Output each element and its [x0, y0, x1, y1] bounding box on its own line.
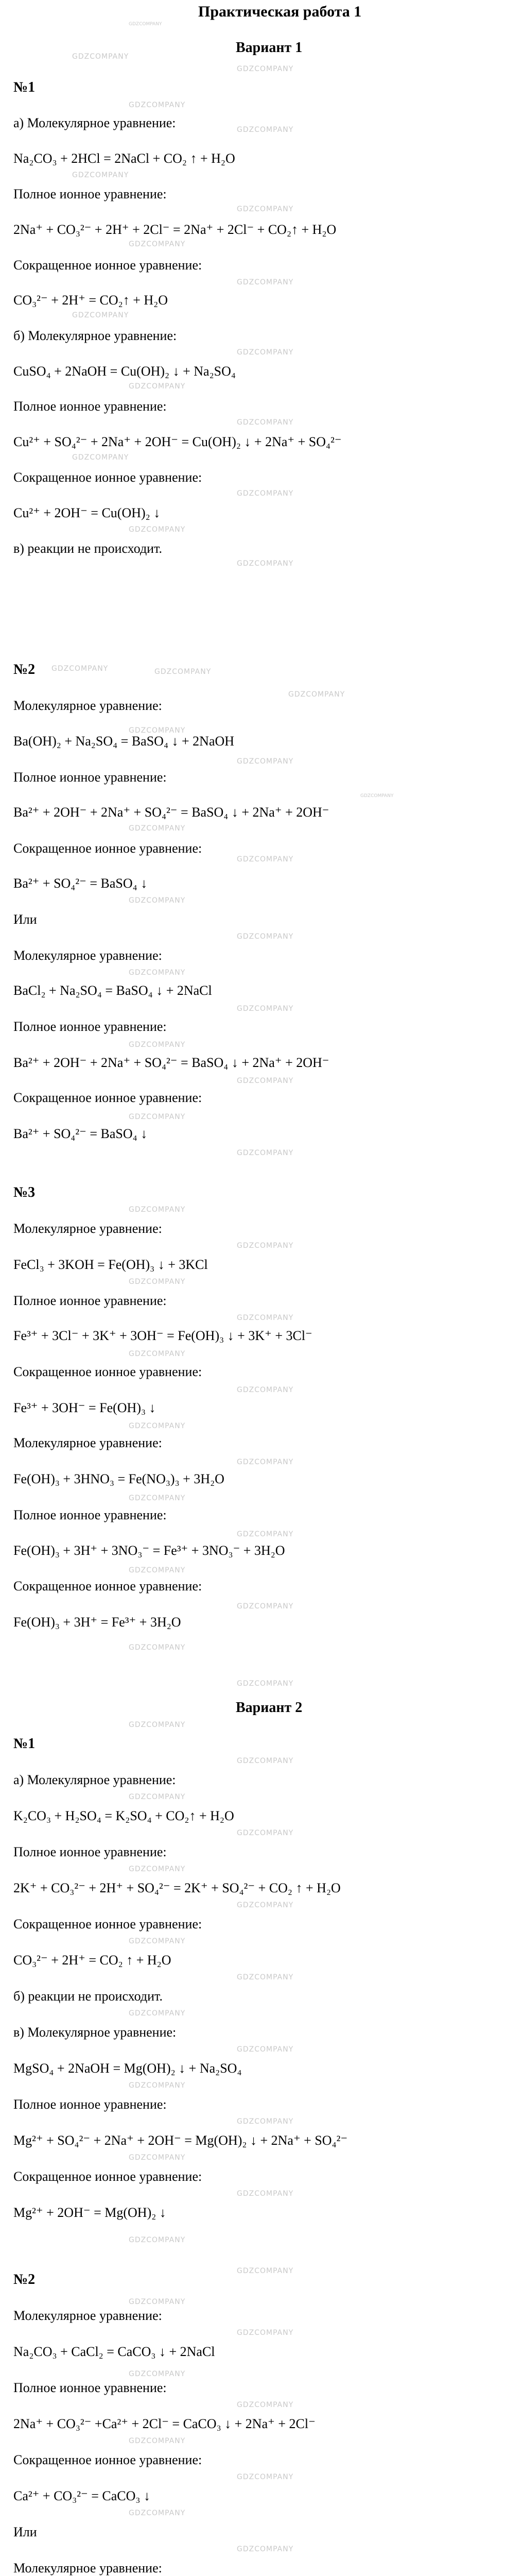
- label-line: Сокращенное ионное уравнение:: [13, 1917, 202, 1931]
- watermark-text: GDZCOMPANY: [237, 489, 294, 498]
- watermark-text: GDZCOMPANY: [129, 2298, 186, 2306]
- watermark-text: GDZCOMPANY: [129, 2009, 186, 2018]
- label-line: Сокращенное ионное уравнение:: [13, 2169, 202, 2184]
- equation-line: Fe³⁺ + 3Cl⁻ + 3K⁺ + 3OH⁻ = Fe(OH)₃ ↓ + 3K⁺ + 3Cl⁻: [13, 1328, 312, 1343]
- label-line: Полное ионное уравнение:: [13, 2380, 167, 2395]
- equation-line: Fe³⁺ + 3OH⁻ = Fe(OH)₃ ↓: [13, 1400, 156, 1415]
- page-title: Практическая работа 1: [198, 3, 362, 20]
- watermark-text: GDZCOMPANY: [237, 560, 294, 568]
- watermark-text: GDZCOMPANY: [237, 1757, 294, 1765]
- label-line: Сокращенное ионное уравнение:: [13, 1090, 202, 1105]
- label-line: Или: [13, 912, 37, 927]
- watermark-text: GDZCOMPANY: [129, 1041, 186, 1049]
- watermark-text: GDZCOMPANY: [129, 824, 186, 833]
- equation-line: Cu²⁺ + 2OH⁻ = Cu(OH)₂ ↓: [13, 505, 161, 520]
- label-line: Сокращенное ионное уравнение:: [13, 841, 202, 856]
- watermark-text: GDZCOMPANY: [237, 1680, 294, 1688]
- watermark-text: GDZCOMPANY: [129, 1350, 186, 1358]
- label-line: б) Молекулярное уравнение:: [13, 328, 177, 343]
- watermark-text: GDZCOMPANY: [129, 1721, 186, 1729]
- label-line: в) Молекулярное уравнение:: [13, 2025, 177, 2040]
- watermark-text: GDZCOMPANY: [129, 726, 186, 735]
- watermark-text: GDZCOMPANY: [129, 1278, 186, 1286]
- watermark-text: GDZCOMPANY: [237, 1005, 294, 1013]
- watermark-text: GDZCOMPANY: [237, 2267, 294, 2275]
- label-line: Или: [13, 2524, 37, 2539]
- label-line: Сокращенное ионное уравнение:: [13, 2452, 202, 2467]
- watermark-text: GDZCOMPANY: [72, 171, 129, 179]
- label-line: Полное ионное уравнение:: [13, 1293, 167, 1308]
- watermark-text: GDZCOMPANY: [237, 1973, 294, 1981]
- label-line: а) Молекулярное уравнение:: [13, 115, 176, 130]
- watermark-text: GDZCOMPANY: [129, 22, 162, 27]
- label-line: Молекулярное уравнение:: [13, 2308, 162, 2323]
- watermark-text: GDZCOMPANY: [129, 1113, 186, 1121]
- label-line: в) реакции не происходит.: [13, 541, 162, 556]
- equation-line: Ba²⁺ + SO₄²⁻ = BaSO₄ ↓: [13, 876, 148, 891]
- label-line: Сокращенное ионное уравнение:: [13, 470, 202, 485]
- label-line: Полное ионное уравнение:: [13, 1844, 167, 1859]
- label-line: Молекулярное уравнение:: [13, 1221, 162, 1236]
- watermark-text: GDZCOMPANY: [129, 1494, 186, 1502]
- label-line: Молекулярное уравнение:: [13, 948, 162, 963]
- watermark-text: GDZCOMPANY: [129, 382, 186, 391]
- watermark-text: GDZCOMPANY: [237, 855, 294, 863]
- watermark-text: GDZCOMPANY: [237, 65, 294, 73]
- equation-line: Ca²⁺ + CO₃²⁻ = CaCO₃ ↓: [13, 2488, 150, 2503]
- label-line: Полное ионное уравнение:: [13, 2097, 167, 2112]
- equation-line: Na₂CO₃ + CaCl₂ = CaCO₃ ↓ + 2NaCl: [13, 2344, 215, 2359]
- watermark-text: GDZCOMPANY: [237, 205, 294, 213]
- equation-line: 2K⁺ + CO₃²⁻ + 2H⁺ + SO₄²⁻ = 2K⁺ + SO₄²⁻ + CO₂ ↑ + H₂O: [13, 1880, 341, 1895]
- equation-line: K₂CO₃ + H₂SO₄ = K₂SO₄ + CO₂↑ + H₂O: [13, 1808, 234, 1823]
- equation-line: BaCl₂ + Na₂SO₄ = BaSO₄ ↓ + 2NaCl: [13, 983, 212, 998]
- watermark-text: GDZCOMPANY: [129, 526, 186, 534]
- watermark-text: GDZCOMPANY: [237, 1149, 294, 1157]
- label-line: Молекулярное уравнение:: [13, 698, 162, 713]
- watermark-text: GDZCOMPANY: [72, 453, 129, 462]
- watermark-text: GDZCOMPANY: [360, 793, 394, 799]
- task-number: №2: [13, 2272, 36, 2287]
- label-line: Сокращенное ионное уравнение:: [13, 1364, 202, 1379]
- equation-line: Mg²⁺ + SO₄²⁻ + 2Na⁺ + 2OH⁻ = Mg(OH)₂ ↓ + 2Na⁺ + SO₄²⁻: [13, 2133, 348, 2148]
- task-number: №1: [13, 79, 36, 95]
- watermark-text: GDZCOMPANY: [129, 101, 186, 109]
- equation-line: Ba²⁺ + 2OH⁻ + 2Na⁺ + SO₄²⁻ = BaSO₄ ↓ + 2Na⁺ + 2OH⁻: [13, 805, 329, 820]
- equation-line: 2Na⁺ + CO₃²⁻ + 2H⁺ + 2Cl⁻ = 2Na⁺ + 2Cl⁻ + CO₂↑ + H₂O: [13, 222, 337, 237]
- watermark-text: GDZCOMPANY: [129, 2437, 186, 2445]
- watermark-text: GDZCOMPANY: [237, 1242, 294, 1250]
- equation-line: CO₃²⁻ + 2H⁺ = CO₂ ↑ + H₂O: [13, 1953, 171, 1968]
- watermark-text: GDZCOMPANY: [237, 418, 294, 427]
- equation-line: Fe(OH)₃ + 3HNO₃ = Fe(NO₃)₃ + 3H₂O: [13, 1471, 224, 1486]
- watermark-text: GDZCOMPANY: [237, 2045, 294, 2054]
- equation-line: Mg²⁺ + 2OH⁻ = Mg(OH)₂ ↓: [13, 2205, 166, 2220]
- watermark-text: GDZCOMPANY: [237, 2329, 294, 2337]
- equation-line: CuSO₄ + 2NaOH = Cu(OH)₂ ↓ + Na₂SO₄: [13, 364, 236, 379]
- watermark-text: GDZCOMPANY: [237, 1314, 294, 1322]
- equation-line: Cu²⁺ + SO₄²⁻ + 2Na⁺ + 2OH⁻ = Cu(OH)₂ ↓ + 2Na⁺ + SO₄²⁻: [13, 434, 342, 449]
- watermark-text: GDZCOMPANY: [237, 348, 294, 357]
- label-line: Полное ионное уравнение:: [13, 187, 167, 201]
- label-line: Полное ионное уравнение:: [13, 399, 167, 414]
- watermark-text: GDZCOMPANY: [51, 665, 109, 673]
- watermark-text: GDZCOMPANY: [72, 53, 129, 61]
- variant-heading: Вариант 1: [236, 40, 303, 56]
- watermark-text: GDZCOMPANY: [129, 2081, 186, 2090]
- variant-heading: Вариант 2: [236, 1700, 303, 1716]
- watermark-text: GDZCOMPANY: [237, 2545, 294, 2553]
- label-line: Сокращенное ионное уравнение:: [13, 258, 202, 273]
- watermark-text: GDZCOMPANY: [237, 126, 294, 134]
- watermark-text: GDZCOMPANY: [129, 1643, 186, 1652]
- watermark-text: GDZCOMPANY: [129, 1206, 186, 1214]
- equation-line: Ba²⁺ + SO₄²⁻ = BaSO₄ ↓: [13, 1126, 148, 1141]
- watermark-text: GDZCOMPANY: [237, 1602, 294, 1611]
- label-line: Полное ионное уравнение:: [13, 1507, 167, 1522]
- task-number: №1: [13, 1736, 36, 1752]
- task-number: №2: [13, 662, 36, 677]
- watermark-text: GDZCOMPANY: [237, 2401, 294, 2409]
- task-number: №3: [13, 1184, 36, 1200]
- watermark-text: GDZCOMPANY: [72, 311, 129, 319]
- equation-line: 2Na⁺ + CO₃²⁻ +Ca²⁺ + 2Cl⁻ = CaCO₃ ↓ + 2Na⁺ + 2Cl⁻: [13, 2416, 316, 2431]
- watermark-text: GDZCOMPANY: [237, 1829, 294, 1837]
- watermark-text: GDZCOMPANY: [129, 240, 186, 248]
- watermark-text: GDZCOMPANY: [129, 2370, 186, 2378]
- watermark-text: GDZCOMPANY: [129, 1937, 186, 1945]
- watermark-text: GDZCOMPANY: [129, 1793, 186, 1801]
- label-line: Молекулярное уравнение:: [13, 1435, 162, 1450]
- watermark-text: GDZCOMPANY: [237, 2473, 294, 2481]
- watermark-text: GDZCOMPANY: [129, 1566, 186, 1574]
- watermark-text: GDZCOMPANY: [237, 1077, 294, 1085]
- watermark-text: GDZCOMPANY: [129, 969, 186, 977]
- watermark-text: GDZCOMPANY: [237, 1901, 294, 1909]
- watermark-text: GDZCOMPANY: [288, 690, 345, 699]
- watermark-text: GDZCOMPANY: [129, 2154, 186, 2162]
- label-line: Сокращенное ионное уравнение:: [13, 1579, 202, 1594]
- equation-line: Ba²⁺ + 2OH⁻ + 2Na⁺ + SO₄²⁻ = BaSO₄ ↓ + 2Na⁺ + 2OH⁻: [13, 1055, 329, 1070]
- watermark-text: GDZCOMPANY: [129, 896, 186, 905]
- watermark-text: GDZCOMPANY: [237, 2117, 294, 2126]
- watermark-text: GDZCOMPANY: [237, 278, 294, 286]
- equation-line: Ba(OH)₂ + Na₂SO₄ = BaSO₄ ↓ + 2NaOH: [13, 734, 235, 749]
- equation-line: Fe(OH)₃ + 3H⁺ = Fe³⁺ + 3H₂O: [13, 1615, 181, 1630]
- watermark-text: GDZCOMPANY: [129, 2236, 186, 2244]
- watermark-text: GDZCOMPANY: [237, 757, 294, 766]
- watermark-text: GDZCOMPANY: [129, 1865, 186, 1873]
- watermark-text: GDZCOMPANY: [154, 668, 212, 676]
- watermark-text: GDZCOMPANY: [237, 1530, 294, 1538]
- label-line: Полное ионное уравнение:: [13, 770, 167, 785]
- watermark-text: GDZCOMPANY: [129, 1422, 186, 1430]
- watermark-text: GDZCOMPANY: [237, 1386, 294, 1394]
- equation-line: Fe(OH)₃ + 3H⁺ + 3NO₃⁻ = Fe³⁺ + 3NO₃⁻ + 3H₂O: [13, 1543, 285, 1558]
- watermark-text: GDZCOMPANY: [237, 1458, 294, 1466]
- watermark-text: GDZCOMPANY: [237, 933, 294, 941]
- equation-line: MgSO₄ + 2NaOH = Mg(OH)₂ ↓ + Na₂SO₄: [13, 2061, 242, 2076]
- label-line: Молекулярное уравнение:: [13, 2561, 162, 2575]
- watermark-text: GDZCOMPANY: [237, 2190, 294, 2198]
- label-line: Полное ионное уравнение:: [13, 1019, 167, 1034]
- label-line: б) реакции не происходит.: [13, 1989, 163, 2004]
- equation-line: FeCl₃ + 3KOH = Fe(OH)₃ ↓ + 3KCl: [13, 1257, 208, 1272]
- equation-line: Na₂CO₃ + 2HCl = 2NaCl + CO₂ ↑ + H₂O: [13, 151, 235, 166]
- equation-line: CO₃²⁻ + 2H⁺ = CO₂↑ + H₂O: [13, 293, 168, 308]
- watermark-text: GDZCOMPANY: [129, 2509, 186, 2517]
- label-line: а) Молекулярное уравнение:: [13, 1772, 176, 1787]
